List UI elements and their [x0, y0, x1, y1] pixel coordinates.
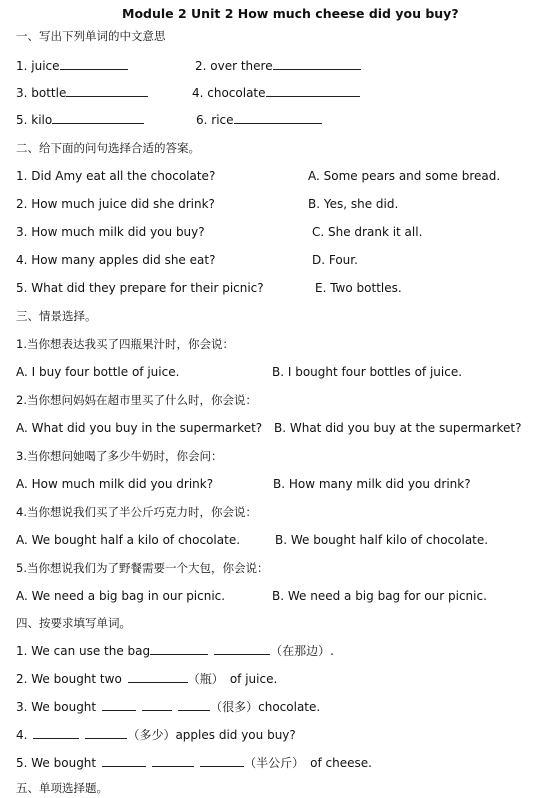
match-answer: E. Two bottles.: [315, 281, 402, 295]
match-question: 1. Did Amy eat all the chocolate?: [16, 169, 216, 183]
vocab-word: 5. kilo: [16, 113, 53, 127]
answer-blank[interactable]: [102, 755, 146, 767]
option-b[interactable]: B. What did you buy at the supermarket?: [274, 421, 522, 435]
vocab-word: 2. over there: [195, 59, 273, 73]
option-b[interactable]: B. We need a big bag for our picnic.: [272, 589, 487, 603]
answer-blank[interactable]: [178, 699, 210, 711]
fill-text: 3. We bought: [16, 700, 97, 714]
fill-text: 1. We can use the bag: [16, 644, 151, 658]
answer-blank[interactable]: [33, 727, 79, 739]
answer-blank[interactable]: [214, 643, 270, 655]
section-2-heading: 二、给下面的问句选择合适的答案。: [16, 141, 200, 155]
answer-blank[interactable]: [150, 643, 208, 655]
answer-blank[interactable]: [273, 58, 361, 70]
match-question: 3. How much milk did you buy?: [16, 225, 205, 239]
fill-item-3: [16, 699, 320, 715]
match-answer: C. She drank it all.: [312, 225, 423, 239]
answer-blank[interactable]: [128, 671, 188, 683]
vocab-item-4: [192, 85, 360, 101]
answer-blank[interactable]: [102, 699, 136, 711]
match-question: 2. How much juice did she drink?: [16, 197, 215, 211]
vocab-word: 3. bottle: [16, 86, 67, 100]
match-answer: A. Some pears and some bread.: [308, 169, 501, 183]
section-5-heading: 五、单项选择题。: [16, 781, 108, 795]
option-b[interactable]: B. We bought half kilo of chocolate.: [275, 533, 489, 547]
answer-blank[interactable]: [85, 727, 127, 739]
fill-hint: （多少）apples did you buy?: [127, 728, 296, 742]
fill-item-2: [16, 671, 277, 687]
situation-prompt: 3.当你想问她喝了多少牛奶时，你会问：: [16, 449, 223, 463]
fill-text: of juice.: [229, 672, 278, 686]
match-question: 4. How many apples did she eat?: [16, 253, 216, 267]
situation-prompt: 2.当你想问妈妈在超市里买了什么时，你会说：: [16, 393, 257, 407]
answer-blank[interactable]: [152, 755, 194, 767]
vocab-item-3: [16, 85, 148, 101]
situation-prompt: 1.当你想表达我买了四瓶果汁时，你会说：: [16, 337, 234, 351]
fill-text: 5. We bought: [16, 756, 97, 770]
answer-blank[interactable]: [200, 755, 244, 767]
option-b[interactable]: B. How many milk did you drink?: [273, 477, 471, 491]
answer-blank[interactable]: [266, 85, 360, 97]
section-3-heading: 三、情景选择。: [16, 309, 97, 323]
fill-hint: （瓶）: [187, 672, 224, 686]
fill-text: of cheese.: [310, 756, 372, 770]
option-a[interactable]: A. What did you buy in the supermarket?: [16, 421, 263, 435]
fill-hint: （很多）chocolate.: [210, 700, 321, 714]
option-a[interactable]: A. We need a big bag in our picnic.: [16, 589, 226, 603]
answer-blank[interactable]: [142, 699, 172, 711]
situation-prompt: 4.当你想说我们买了半公斤巧克力时，你会说：: [16, 505, 257, 519]
answer-blank[interactable]: [52, 112, 144, 124]
worksheet-title: Module 2 Unit 2 How much cheese did you buy?: [122, 6, 459, 21]
fill-hint: （半公斤）: [244, 756, 305, 770]
match-answer: D. Four.: [312, 253, 358, 267]
vocab-word: 4. chocolate: [192, 86, 266, 100]
answer-blank[interactable]: [60, 58, 128, 70]
vocab-word: 6. rice: [196, 113, 234, 127]
fill-item-5: [16, 755, 372, 771]
vocab-item-6: [196, 112, 322, 128]
situation-prompt: 5.当你想说我们为了野餐需要一个大包，你会说：: [16, 561, 269, 575]
vocab-item-1: [16, 58, 128, 74]
option-b[interactable]: B. I bought four bottles of juice.: [272, 365, 463, 379]
answer-blank[interactable]: [66, 85, 148, 97]
option-a[interactable]: A. I buy four bottle of juice.: [16, 365, 180, 379]
option-a[interactable]: A. How much milk did you drink?: [16, 477, 214, 491]
vocab-word: 1. juice: [16, 59, 60, 73]
vocab-item-2: [195, 58, 361, 74]
fill-text: 4.: [16, 728, 28, 742]
section-4-heading: 四、按要求填写单词。: [16, 616, 131, 630]
fill-item-1: [16, 643, 334, 659]
fill-hint: （在那边）.: [270, 644, 334, 658]
vocab-item-5: [16, 112, 144, 128]
section-1-heading: 一、写出下列单词的中文意思: [16, 29, 166, 43]
option-a[interactable]: A. We bought half a kilo of chocolate.: [16, 533, 241, 547]
fill-text: 2. We bought two: [16, 672, 122, 686]
answer-blank[interactable]: [234, 112, 322, 124]
match-answer: B. Yes, she did.: [308, 197, 399, 211]
fill-item-4: [16, 727, 296, 743]
match-question: 5. What did they prepare for their picnic?: [16, 281, 264, 295]
